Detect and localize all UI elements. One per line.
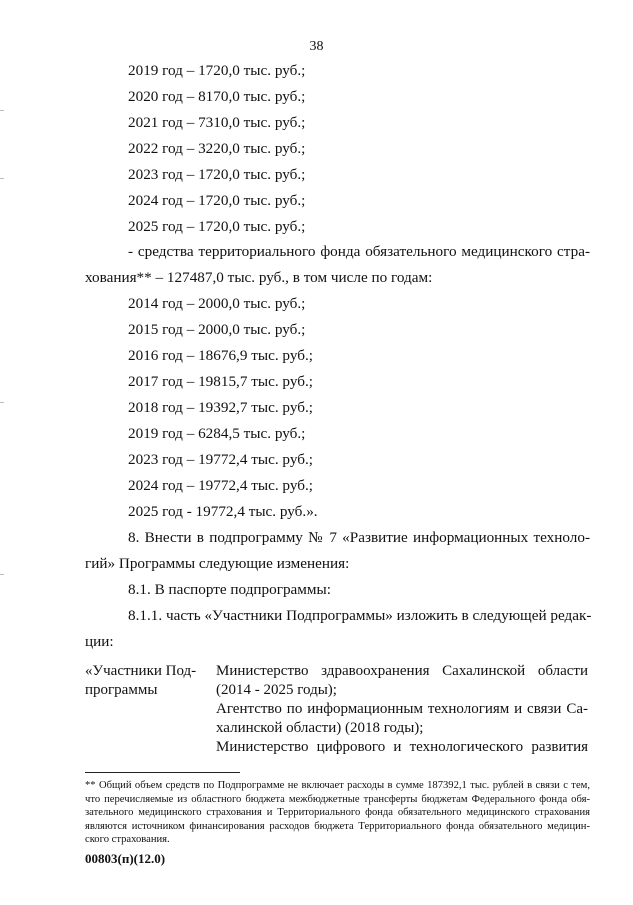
scan-mark [0,574,4,575]
table-label-line: программы [85,682,158,698]
participants-label [85,662,205,700]
footnote [85,779,590,847]
year-line: 2019 год – 6284,5 тыс. руб.; [128,425,306,442]
item-8-1-1-line2: ции: [85,633,114,650]
year-line: 2019 год – 1720,0 тыс. руб.; [128,62,306,79]
year-line: 2024 год – 19772,4 тыс. руб.; [128,477,313,494]
year-line: 2018 год – 19392,7 тыс. руб.; [128,399,313,416]
year-line: 2024 год – 1720,0 тыс. руб.; [128,192,306,209]
table-value-line: (2014 - 2025 годы); [216,682,337,698]
participants-value [216,662,588,757]
year-line: 2025 год - 19772,4 тыс. руб.». [128,503,318,520]
fund-paragraph-line1: - средства территориального фонда обязательного медицинского стра- [128,243,590,260]
fund-paragraph-line2: хования** – 127487,0 тыс. руб., в том числе по годам: [85,269,433,286]
footnote-line: ** Общий объем средств по Подпрограмме не включает расходы в сумме 187392,1 тыс. рублей в связи с тем, [85,780,590,791]
footnote-line: что перечисляемые из областного бюджета межбюджетные трансферты бюджетам Федерального фонда обя- [85,793,590,805]
year-line: 2021 год – 7310,0 тыс. руб.; [128,114,306,131]
year-line: 2016 год – 18676,9 тыс. руб.; [128,347,313,364]
year-line: 2017 год – 19815,7 тыс. руб.; [128,373,313,390]
year-line: 2023 год – 1720,0 тыс. руб.; [128,166,306,183]
table-label-line: «Участники Под- [85,663,197,679]
document-code: 00803(п)(12.0) [85,851,166,866]
scan-mark [0,402,4,403]
year-line: 2022 год – 3220,0 тыс. руб.; [128,140,306,157]
scan-mark [0,178,4,179]
footnote-separator [85,772,240,773]
item-8-1-1-line1: 8.1.1. часть «Участники Подпрограммы» изложить в следующей редак- [128,607,592,624]
year-line: 2015 год – 2000,0 тыс. руб.; [128,321,306,338]
year-line: 2025 год – 1720,0 тыс. руб.; [128,218,306,235]
table-value-line: халинской области) (2018 годы); [216,720,424,736]
year-line: 2020 год – 8170,0 тыс. руб.; [128,88,306,105]
footnote-line: зательного медицинского страхования и Территориального фонда обязательного медицинского страхования [85,807,590,818]
item-8-line1: 8. Внести в подпрограмму № 7 «Развитие информационных техноло- [128,529,590,546]
page-number: 38 [309,39,324,54]
footnote-line: являются источником финансирования расходов бюджета Территориального фонда обязательного медицин- [85,820,590,832]
item-8-line2: гий» Программы следующие изменения: [85,555,350,572]
table-value-line: Министерство здравоохранения Сахалинской области [216,663,588,679]
table-value-line: Министерство цифрового и технологического развития [216,739,588,755]
table-value-line: Агентство по информационным технологиям и связи Са- [216,701,588,717]
year-line: 2014 год – 2000,0 тыс. руб.; [128,295,306,312]
scan-mark [0,110,4,111]
footnote-line: ского страхования. [85,834,170,845]
item-8-1: 8.1. В паспорте подпрограммы: [128,581,331,598]
year-line: 2023 год – 19772,4 тыс. руб.; [128,451,313,468]
